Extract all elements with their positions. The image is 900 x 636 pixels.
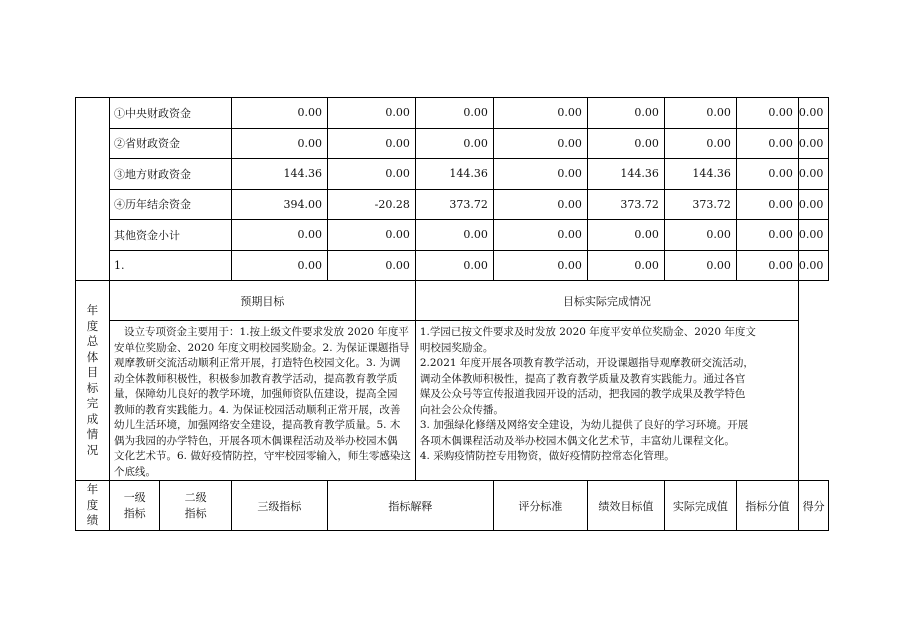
annual-performance-label	[76, 481, 110, 531]
text-line: 向社会公众传播。	[419, 403, 504, 416]
header-line: 二级	[184, 490, 207, 504]
expected-goal-header: 预期目标	[110, 281, 416, 321]
funding-amount: 144.36	[415, 159, 493, 190]
vertical-label-char: 年	[86, 482, 99, 497]
funding-amount: 0.00	[798, 128, 829, 159]
funding-amount: 394.00	[231, 189, 327, 220]
funding-source-label: ②省财政资金	[110, 128, 232, 159]
text-line: 教师的教育实践能力。4. 为保证校园活动顺利正常开展，改善	[114, 403, 401, 416]
funding-amount: 0.00	[231, 250, 327, 281]
funding-amount: 0.00	[587, 250, 664, 281]
text-line: 安单位奖励金、2020 年度文明校园奖励金。2. 为保证课题指导	[114, 341, 410, 354]
funding-row	[76, 220, 829, 251]
funding-amount: 0.00	[736, 220, 798, 251]
text-line: 个底线。	[114, 465, 156, 478]
funding-amount: 0.00	[415, 128, 493, 159]
actual-completion-header: 目标实际完成情况	[415, 281, 798, 321]
funding-amount: 0.00	[736, 98, 798, 129]
funding-amount: 144.36	[587, 159, 664, 190]
annual-goal-completion-label	[76, 281, 110, 481]
vertical-label-char: 度	[86, 318, 99, 333]
header-line: 一级	[123, 490, 146, 504]
funding-amount: 0.00	[587, 98, 664, 129]
actual-completion-value-header: 实际完成值	[664, 481, 736, 531]
vertical-label-char: 目	[86, 365, 99, 379]
funding-amount: 0.00	[798, 98, 829, 129]
level1-indicator-header	[110, 481, 160, 531]
funding-amount: 0.00	[493, 98, 587, 129]
performance-table	[75, 97, 829, 531]
funding-amount: 0.00	[587, 128, 664, 159]
funding-amount: 0.00	[664, 128, 736, 159]
funding-amount: 0.00	[327, 128, 415, 159]
funding-amount: 0.00	[587, 220, 664, 251]
funding-amount: 0.00	[327, 98, 415, 129]
actual-completion-text	[415, 321, 798, 481]
funding-amount: 0.00	[231, 220, 327, 251]
level3-indicator-header: 三级指标	[231, 481, 327, 531]
funding-amount: 0.00	[736, 189, 798, 220]
goals-section	[76, 281, 829, 481]
text-line: 各项木偶课程活动及举办校园木偶文化艺术节，丰富幼儿课程文化。	[419, 434, 735, 447]
header-line: 指标	[123, 506, 146, 520]
funding-amount: 0.00	[798, 189, 829, 220]
funding-amount: 373.72	[587, 189, 664, 220]
score-header: 得分	[798, 481, 829, 531]
funding-amount: 0.00	[664, 250, 736, 281]
text-line: 媒及公众号等宣传报道我园开设的活动，把我园的教学成果及教学特色	[419, 388, 746, 400]
indicator-header-section	[76, 481, 829, 531]
vertical-label-char: 年	[86, 303, 99, 317]
vertical-label-char: 况	[86, 442, 99, 457]
funding-row	[76, 159, 829, 190]
text-line: 偶为我园的办学特色，开展各项木偶课程活动及举办校园木偶	[114, 434, 398, 447]
funding-row	[76, 189, 829, 220]
funding-section	[76, 98, 829, 281]
funding-amount: 0.00	[736, 250, 798, 281]
funding-source-label: ④历年结余资金	[110, 189, 232, 220]
funding-source-label: ③地方财政资金	[110, 159, 232, 190]
funding-amount: 144.36	[231, 159, 327, 190]
funding-amount: 0.00	[415, 98, 493, 129]
funding-amount: 0.00	[736, 159, 798, 190]
text-line: 调动全体教师积极性，提高了教育教学质量及教育实践能力。通过各官	[419, 372, 746, 385]
text-line: 2.2021 年度开展各项教育教学活动，开设课题指导观摩教研交流活动，	[419, 357, 754, 369]
funding-row	[76, 128, 829, 159]
funding-amount: 0.00	[327, 220, 415, 251]
text-line: 设立专项资金主要用于：1.按上级文件要求发放 2020 年度平	[124, 326, 409, 338]
funding-amount: 0.00	[664, 220, 736, 251]
text-line: 4. 采购疫情防控专用物资，做好疫情防控常态化管理。	[419, 450, 675, 462]
vertical-label-char: 度	[86, 497, 99, 512]
funding-amount: 0.00	[798, 159, 829, 190]
vertical-label-char: 绩	[86, 513, 99, 528]
funding-amount: 0.00	[493, 250, 587, 281]
funding-amount: 0.00	[231, 128, 327, 159]
indicator-explanation-header: 指标解释	[327, 481, 493, 531]
text-line: 文化艺术节。6. 做好疫情防控，守牢校园零输入，师生零感染这	[114, 450, 411, 462]
expected-goal-text	[110, 321, 416, 481]
performance-target-header: 绩效目标值	[587, 481, 664, 531]
vertical-label-char: 标	[86, 380, 99, 395]
funding-amount: 144.36	[664, 159, 736, 190]
funding-amount: 0.00	[493, 159, 587, 190]
funding-amount: 373.72	[415, 189, 493, 220]
text-line: 观摩教研交流活动顺利正常开展，打造特色校园文化。3. 为调	[114, 357, 401, 369]
indicator-weight-header: 指标分值	[736, 481, 798, 531]
funding-source-label: 其他资金小计	[110, 220, 232, 251]
text-line: 3. 加强绿化修缮及网络安全建设，为幼儿提供了良好的学习环境。开展	[419, 419, 749, 431]
funding-amount: 0.00	[798, 250, 829, 281]
funding-amount: 0.00	[327, 159, 415, 190]
funding-side-cell	[76, 98, 110, 281]
funding-amount: 0.00	[493, 189, 587, 220]
text-line: 动全体教师积极性，积极参加教育教学活动，提高教育教学质	[114, 372, 398, 385]
vertical-label-char: 完	[86, 396, 99, 410]
funding-row	[76, 250, 829, 281]
text-line: 明校园奖励金。	[419, 341, 494, 354]
funding-amount: 0.00	[493, 220, 587, 251]
vertical-label-char: 总	[86, 334, 99, 348]
text-line: 量，保障幼儿良好的教学环境，加强师资队伍建设，提高全园	[114, 388, 398, 400]
funding-amount: 0.00	[664, 98, 736, 129]
funding-amount: 373.72	[664, 189, 736, 220]
funding-amount: -20.28	[327, 189, 415, 220]
level2-indicator-header	[160, 481, 231, 531]
text-line: 1.学园已按文件要求及时发放 2020 年度平安单位奖励金、2020 年度文	[419, 326, 756, 338]
funding-amount: 0.00	[798, 220, 829, 251]
funding-amount: 0.00	[231, 98, 327, 129]
vertical-label-char: 情	[86, 427, 99, 441]
funding-row	[76, 98, 829, 129]
funding-amount: 0.00	[736, 128, 798, 159]
vertical-label-char: 体	[86, 349, 99, 364]
vertical-label-char: 成	[86, 411, 99, 426]
funding-amount: 0.00	[415, 250, 493, 281]
funding-amount: 0.00	[327, 250, 415, 281]
header-line: 指标	[184, 506, 207, 520]
funding-source-label: 1.	[110, 250, 232, 281]
scoring-criteria-header: 评分标准	[493, 481, 587, 531]
funding-amount: 0.00	[415, 220, 493, 251]
funding-amount: 0.00	[493, 128, 587, 159]
text-line: 幼儿生活环境，加强网络安全建设，提高教育教学质量。5. 木	[114, 419, 401, 431]
funding-source-label: ①中央财政资金	[110, 98, 232, 129]
